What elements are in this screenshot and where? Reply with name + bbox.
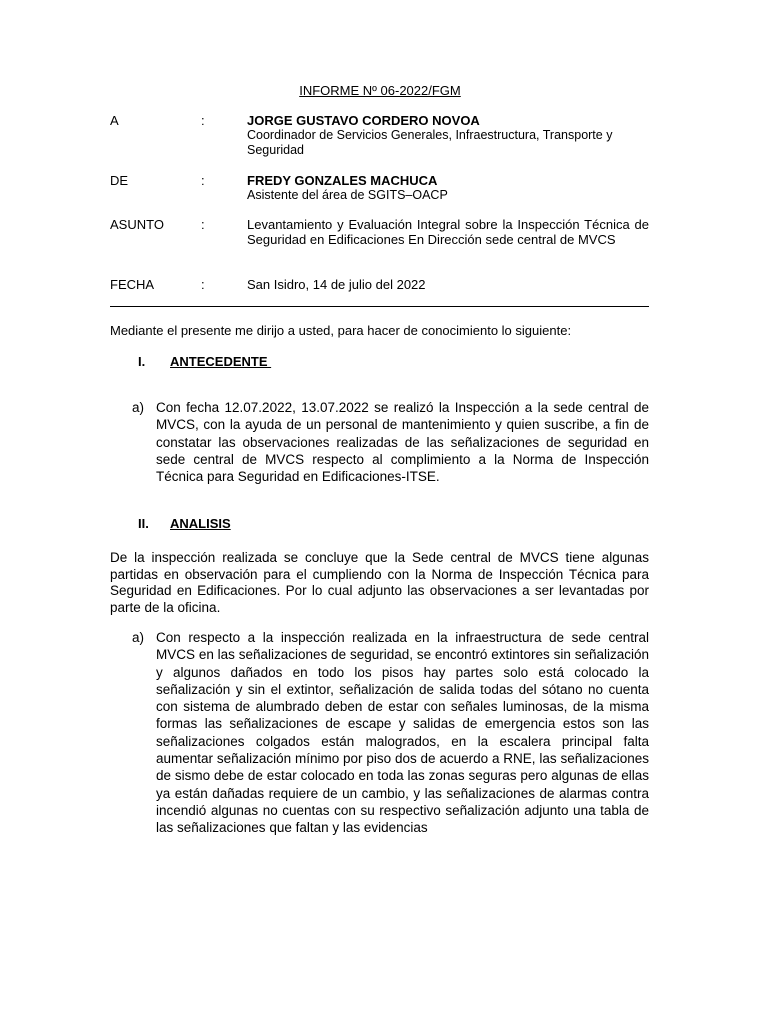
date-label: FECHA — [110, 277, 155, 292]
to-value — [247, 113, 649, 158]
sender-name: FREDY GONZALES MACHUCA — [247, 173, 438, 188]
section-title: ANALISIS — [170, 516, 231, 531]
subject-colon: : — [201, 217, 205, 232]
section-number: II. — [138, 516, 149, 531]
date-text: San Isidro, 14 de julio del 2022 — [247, 277, 426, 292]
analisis-text: Con respecto a la inspección realizada en la infraestructura de sede central MVCS en las señalizaciones de seguridad, se encontró extintores sin señalización y algunos dañados en todo los pisos hay partes solo está colocado la señalización y sin el extintor, señalización de salida todas del sótano no cuenta con sistema de alumbrado deben de estar con señales luminosas, de la misma formas las señalizaciones de escape y salidas de emergencia estos son las señalizaciones colgados están malogrados, en la escalera principal falta aumentar señalización mínimo por piso dos de acuerdo a RNE, las señalizaciones de sismo debe de estar colocado en toda las zonas seguras pero algunas de ellas ya están dañadas requiere de un cambio, y las señalizaciones de alarmas contra incendió algunas no cuentas con su respectivo señalización adjunto una tabla de las señalizaciones que faltan y las evidencias — [156, 630, 649, 836]
antecedente-text: Con fecha 12.07.2022, 13.07.2022 se realizó la Inspección a la sede central de MVCS, con la ayuda de un personal de mantenimiento y quien suscribe, a fin de constatar las observaciones realizadas de las señalizaciones de seguridad en sede central de MVCS respecto al complimiento a la Norma de Inspección Técnica para Seguridad en Edificaciones-ITSE. — [156, 400, 649, 485]
intro-text: Mediante el presente me dirijo a usted, para hacer de conocimiento lo siguiente: — [110, 323, 572, 338]
from-label: DE — [110, 173, 129, 188]
subject-text: Levantamiento y Evaluación Integral sobre la Inspección Técnica de Seguridad en Edificaciones En Dirección sede central de MVCS — [247, 217, 649, 247]
recipient-role: Coordinador de Servicios Generales, Infraestructura, Transporte y Seguridad — [247, 128, 613, 157]
section-number: I. — [138, 354, 146, 369]
analisis-paragraph: De la inspección realizada se concluye que la Sede central de MVCS tiene algunas partidas en observación para el cumpliendo con la Norma de Inspección Técnica para Seguridad en Edificaciones. Por lo cual adjunto las observaciones a ser levantadas por parte de la oficina. — [110, 550, 649, 615]
header-divider — [110, 306, 649, 307]
date-colon: : — [201, 277, 205, 292]
section-title: ANTECEDENTE — [170, 354, 272, 369]
from-value — [247, 173, 649, 203]
to-colon: : — [201, 113, 205, 128]
from-colon: : — [201, 173, 205, 188]
subject-label: ASUNTO — [110, 217, 164, 232]
list-marker: a) — [132, 630, 145, 645]
sender-role: Asistente del área de SGITS–OACP — [247, 188, 448, 202]
to-label: A — [110, 113, 119, 128]
report-title: INFORME Nº 06-2022/FGM — [299, 83, 461, 98]
list-marker: a) — [132, 400, 145, 415]
recipient-name: JORGE GUSTAVO CORDERO NOVOA — [247, 113, 480, 128]
